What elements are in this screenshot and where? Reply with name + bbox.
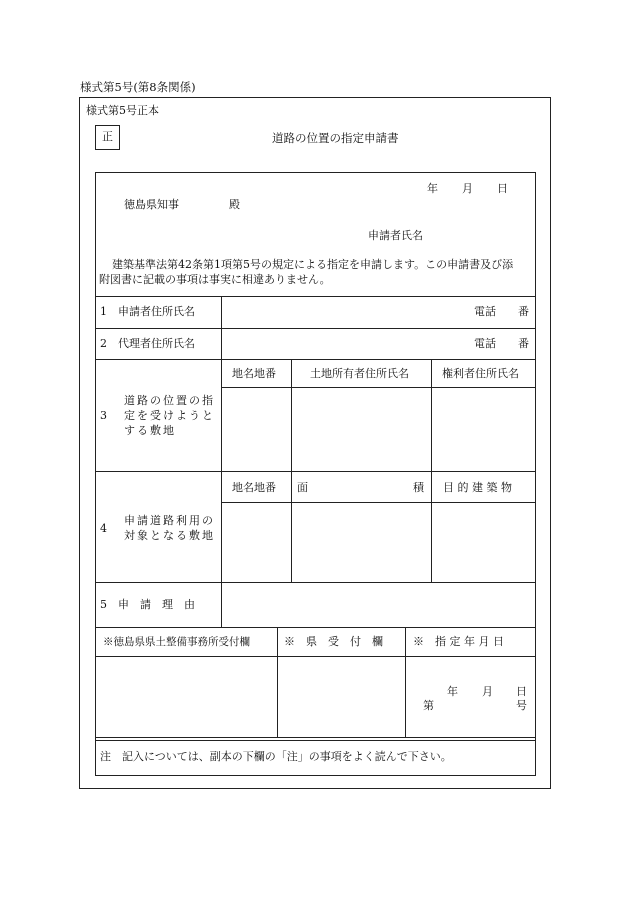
divider xyxy=(221,387,536,388)
column-divider xyxy=(431,359,432,582)
divider xyxy=(95,627,536,628)
statement-line-1: 建築基準法第42条第1項第5号の規定による指定を申請します。この申請書及び添 xyxy=(112,258,514,271)
lot-number-header: 地名地番 xyxy=(232,481,276,494)
date-day-label: 日 xyxy=(497,182,508,195)
statement-line-2: 附図書に記載の事項は事実に相違ありません。 xyxy=(99,273,331,286)
date-year-label: 年 xyxy=(427,182,438,195)
addressee: 徳島県知事 xyxy=(124,198,179,211)
rights-holder-header: 権利者住所氏名 xyxy=(442,367,519,380)
divider xyxy=(95,582,536,583)
row4-number: 4 xyxy=(100,522,107,535)
divider xyxy=(95,740,536,741)
building-purpose-header: 目 的 建 築 物 xyxy=(443,481,512,494)
column-divider xyxy=(221,296,222,627)
column-divider xyxy=(405,627,406,737)
form-label: 様式第5号正本 xyxy=(86,104,159,117)
row4-label-line: 申請道路利用の xyxy=(124,514,215,527)
applicant-name-label: 申請者氏名 xyxy=(368,229,423,242)
column-divider xyxy=(291,359,292,582)
row3-label-line: 定を受けようと xyxy=(124,409,215,422)
application-reason-label: 5 申 請 理 由 xyxy=(100,598,195,611)
designation-date-header: ※ 指 定 年 月 日 xyxy=(413,635,504,648)
area-header-left: 面 xyxy=(297,481,308,494)
lot-number-header: 地名地番 xyxy=(232,367,276,380)
row3-number: 3 xyxy=(100,409,107,422)
date-month-label: 月 xyxy=(462,182,473,195)
agent-address-label: 2 代理者住所氏名 xyxy=(100,337,195,350)
designation-number-prefix: 第 xyxy=(423,699,434,712)
column-divider xyxy=(277,627,278,737)
row4-label-line: 対象となる敷地 xyxy=(124,529,215,542)
honorific: 殿 xyxy=(229,198,240,211)
agent-tel-label: 電話 番 xyxy=(474,337,529,350)
designation-number-suffix: 号 xyxy=(516,699,527,712)
prefecture-reception-header: ※ 県 受 付 欄 xyxy=(284,635,383,648)
designation-month-label: 月 xyxy=(482,685,493,698)
form-caption: 様式第5号(第8条関係) xyxy=(80,80,196,94)
applicant-address-label: 1 申請者住所氏名 xyxy=(100,305,195,318)
divider xyxy=(221,502,536,503)
divider xyxy=(95,471,536,472)
footnote: 注 記入については、副本の下欄の「注」の事項をよく読んで下さい。 xyxy=(100,750,452,763)
seal-mark: 正 xyxy=(102,130,113,143)
designation-day-label: 日 xyxy=(516,685,527,698)
row3-label-line: する敷地 xyxy=(124,424,176,437)
row3-label-line: 道路の位置の指 xyxy=(124,394,215,407)
divider xyxy=(95,656,536,657)
divider xyxy=(95,296,536,297)
page-title: 道路の位置の指定申請書 xyxy=(272,131,399,145)
designation-year-label: 年 xyxy=(447,685,458,698)
office-reception-header: ※徳島県県土整備事務所受付欄 xyxy=(103,636,250,648)
area-header-right: 積 xyxy=(413,481,424,494)
divider xyxy=(95,328,536,329)
land-owner-header: 土地所有者住所氏名 xyxy=(310,367,409,380)
divider xyxy=(95,737,536,738)
divider xyxy=(95,359,536,360)
applicant-tel-label: 電話 番 xyxy=(474,305,529,318)
